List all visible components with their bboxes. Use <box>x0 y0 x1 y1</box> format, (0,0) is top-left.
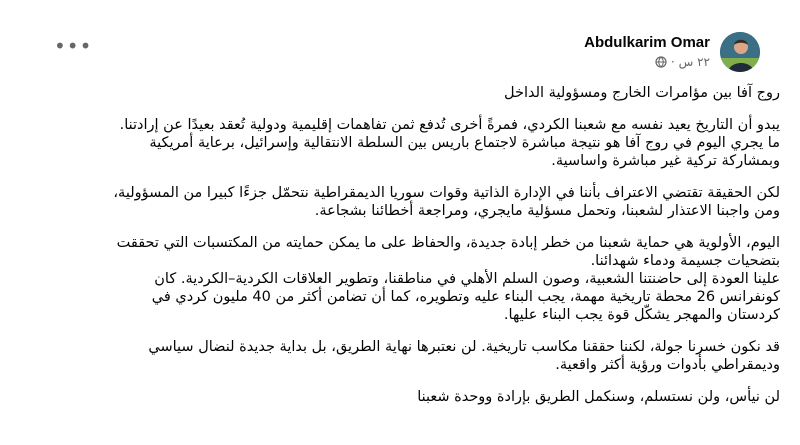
avatar-image <box>720 32 760 72</box>
post-paragraph <box>20 234 780 270</box>
post-paragraph <box>20 116 780 170</box>
author-name[interactable]: Abdulkarim Omar <box>584 34 710 51</box>
text-line: يبدو أن التاريخ يعيد نفسه مع شعبنا الكردي، فمرةً أخرى تُدفع ثمن تفاهمات إقليمية ودولية تُعقد بعيدًا عن إرادتنا. <box>119 117 780 133</box>
post-meta <box>655 55 710 69</box>
post-paragraph <box>20 270 780 324</box>
text-line: اليوم، الأولوية هي حماية شعبنا من خطر إبادة جديدة، والحفاظ على ما يمكن حمايته من المكتسبات التي تحققت <box>116 235 780 251</box>
post-paragraph <box>20 388 780 406</box>
text-line: روج آفا بين مؤامرات الخارج ومسؤولية الداخل <box>504 85 780 101</box>
text-line: علينا العودة إلى حاضنتنا الشعبية، وصون السلم الأهلي في مناطقنا، وتطوير العلاقات الكردية–الكردية. كان <box>154 271 780 287</box>
text-line: وديمقراطي بأدوات ورؤية أكثر واقعية. <box>555 357 780 373</box>
text-line: وبمشاركة تركية غير مباشرة واساسية. <box>551 153 780 169</box>
post-title-paragraph <box>20 84 780 102</box>
text-line: كونفرانس 26 محطة تاريخية مهمة، يجب البناء عليه وتطويره، كما أن تضامن أكثر من 40 مليون كردي في <box>151 289 780 305</box>
author-avatar[interactable] <box>720 32 760 72</box>
post-time[interactable]: ٢٢ س <box>678 55 710 69</box>
globe-icon <box>655 56 667 68</box>
post-paragraph <box>20 338 780 374</box>
post-content <box>20 84 780 420</box>
text-line: لكن الحقيقة تقتضي الاعتراف بأننا في الإدارة الذاتية وقوات سوريا الديمقراطية نتحمّل جزءًا كبيرا من المسؤولية، <box>113 185 780 201</box>
text-line: بتضحيات جسيمة ودماء شهدائنا. <box>590 253 780 269</box>
text-line: كردستان والمهجر يشكّل قوة يجب البناء عليها. <box>503 307 780 323</box>
text-line: قد نكون خسرنا جولة، لكننا حققنا مكاسب تاريخية. لن نعتبرها نهاية الطريق، بل بداية جديدة لنضال سياسي <box>148 339 780 355</box>
post-paragraph <box>20 184 780 220</box>
meta-separator: · <box>670 55 675 69</box>
post-header <box>20 28 780 78</box>
text-line: ومن واجبنا الاعتذار لشعبنا، وتحمل مسؤلية مايجري، ومراجعة أخطائنا بشجاعة. <box>314 203 780 219</box>
text-line: لن نيأس، ولن نستسلم، وسنكمل الطريق بإرادة ووحدة شعبنا <box>417 389 780 405</box>
more-options-icon[interactable]: ••• <box>54 34 93 58</box>
text-line: ما يجري اليوم في روج آفا هو نتيجة مباشرة لاجتماع باريس بين السلطة الانتقالية وإسرائيل، برعاية أمريكية <box>149 135 780 151</box>
